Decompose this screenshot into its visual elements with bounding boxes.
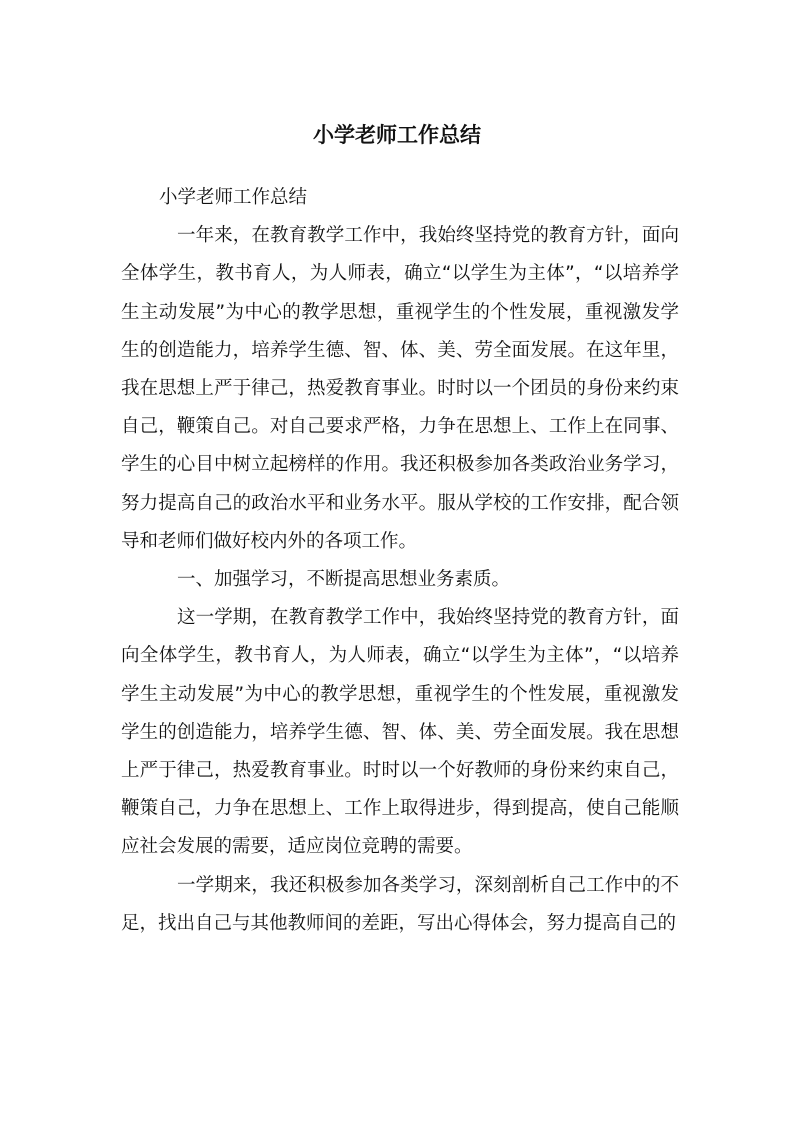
paragraph-semester: 这一学期，在教育教学工作中，我始终坚持党的教育方针，面向全体学生，教书育人，为人师表，确立“以学生为主体”，“以培养学生主动发展”为中心的教学思想，重视学生的个性发展，重视激发学生的创造能力，培养学生德、智、体、美、劳全面发展。我在思想上严于律己，热爱教育事业。时时以一个好教师的身份来约束自己，鞭策自己，力争在思想上、工作上取得进步，得到提高，使自己能顺应社会发展的需要，适应岗位竞聘的需要。 (121, 607, 679, 858)
document-body (121, 179, 679, 943)
paragraph-intro: 一年来，在教育教学工作中，我始终坚持党的教育方针，面向全体学生，教书育人，为人师表，确立“以学生为主体”，“以培养学生主动发展”为中心的教学思想，重视学生的个性发展，重视激发学生的创造能力，培养学生德、智、体、美、劳全面发展。在这年里，我在思想上严于律己，热爱教育事业。时时以一个团员的身份来约束自己，鞭策自己。对自己要求严格，力争在思想上、工作上在同事、学生的心目中树立起榜样的作用。我还积极参加各类政治业务学习，努力提高自己的政治水平和业务水平。服从学校的工作安排，配合领导和老师们做好校内外的各项工作。 (121, 225, 679, 552)
document-title: 小学老师工作总结 (313, 123, 481, 147)
paragraph-learning: 一学期来，我还积极参加各类学习，深刻剖析自己工作中的不足，找出自己与其他教师间的差距，写出心得体会，努力提高自己的 (121, 874, 679, 934)
section-heading: 一、加强学习，不断提高思想业务素质。 (177, 569, 511, 591)
document-subtitle: 小学老师工作总结 (159, 187, 308, 208)
